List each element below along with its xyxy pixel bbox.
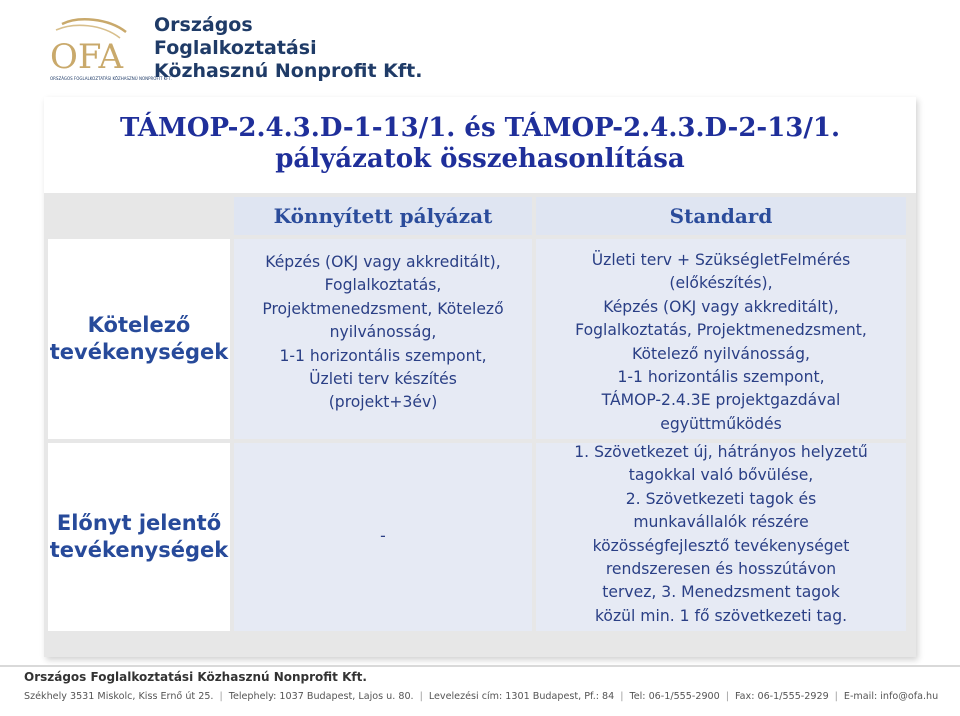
cell-line: rendszeresen és hosszútávon [605, 560, 837, 579]
cell-line: Foglalkoztatás, Projektmenedzsment, [575, 321, 867, 340]
org-line: Országos [154, 14, 253, 36]
cell-line: nyilvánosság, [329, 323, 437, 342]
cell-line: TÁMOP-2.4.3E projektgazdával [601, 391, 841, 410]
footer-address-part: Levelezési cím: 1301 Budapest, Pf.: 84 [428, 691, 615, 702]
cell-line: tagokkal való bővülése, [628, 466, 814, 485]
footer-address: Székhely 3531 Miskolc, Kiss Ernő út 25. | Telephely: 1037 Budapest, Lajos u. 80. | Levelezési cím: 1301 Budapest, Pf.: 84 | Tel: 06-1/555-2900 | Fax: 06-1/555-2929 | E-mail: info@ofa.hu [24, 691, 939, 702]
slide-title-line: pályázatok összehasonlítása [275, 144, 685, 174]
org-line: Foglalkoztatási [154, 37, 317, 59]
cell-line: Képzés (OKJ vagy akkreditált), [265, 253, 501, 271]
cell-line: Kötelező nyilvánosság, [632, 344, 810, 363]
row-label-line: Előnyt jelentő [56, 511, 222, 535]
column-header-easy: Könnyített pályázat [234, 197, 532, 235]
row-label-advantage [48, 443, 230, 631]
column-header-standard: Standard [536, 197, 906, 235]
cell-line: közül min. 1 fő szövetkezeti tag. [594, 606, 848, 625]
cell-line: 1. Szövetkezet új, hátrányos helyzetű [574, 443, 868, 461]
footer-address-part: Fax: 06-1/555-2929 [735, 691, 829, 702]
cell-advantage-standard-text [536, 441, 906, 628]
title-box [44, 97, 916, 193]
footer-divider [0, 665, 960, 667]
cell-line: Üzleti terv + SzükségletFelmérés [591, 251, 851, 269]
cell-advantage-easy-text [234, 525, 532, 548]
cell-line: Foglalkoztatás, [324, 276, 442, 295]
cell-mandatory-standard-text [536, 249, 906, 436]
row-label-line: tevékenységek [49, 340, 229, 364]
cell-line: 1-1 horizontális szempont, [279, 346, 487, 365]
logo-text: OFA [50, 37, 124, 77]
footer-address-part: Telephely: 1037 Budapest, Lajos u. 80. [228, 691, 414, 702]
footer-address-part: E-mail: info@ofa.hu [843, 691, 939, 702]
cell-line: Projektmenedzsment, Kötelező [262, 299, 504, 318]
cell-line: (projekt+3év) [328, 393, 438, 412]
org-line: Közhasznú Nonprofit Kft. [154, 60, 423, 82]
slide [44, 97, 916, 657]
cell-line: 2. Szövetkezeti tagok és [625, 489, 817, 508]
slide-title-line: TÁMOP-2.4.3.D-1-13/1. és TÁMOP-2.4.3.D-2-13/1. [119, 113, 841, 143]
cell-line: - [380, 527, 386, 545]
row-label-line: Kötelező [87, 313, 191, 337]
cell-line: tervez, 3. Menedzsment tagok [602, 583, 840, 602]
cell-line: együttműködés [660, 414, 782, 433]
footer-org: Országos Foglalkoztatási Közhasznú Nonprofit Kft. [24, 670, 367, 684]
cell-line: (előkészítés), [669, 274, 773, 293]
row-label-mandatory [48, 239, 230, 439]
cell-mandatory-easy-text [234, 251, 532, 415]
footer-address-part: Székhely 3531 Miskolc, Kiss Ernő út 25. [24, 691, 214, 702]
cell-line: munkavállalók részére [633, 513, 809, 532]
cell-line: Képzés (OKJ vagy akkreditált), [603, 297, 839, 316]
ofa-logo [48, 18, 172, 88]
logo-small-text: ORSZÁGOS FOGLALKOZTATÁSI KÖZHASZNÚ NONPROFIT KFT. [50, 76, 172, 81]
page-header [0, 0, 960, 95]
row-label-line: tevékenységek [49, 538, 229, 562]
cell-line: közösségfejlesztő tevékenységet [592, 536, 850, 555]
footer-address-part: Tel: 06-1/555-2900 [629, 691, 720, 702]
slide-title [44, 113, 916, 175]
cell-line: 1-1 horizontális szempont, [617, 368, 825, 387]
org-name [154, 14, 422, 83]
cell-line: Üzleti terv készítés [309, 370, 457, 389]
